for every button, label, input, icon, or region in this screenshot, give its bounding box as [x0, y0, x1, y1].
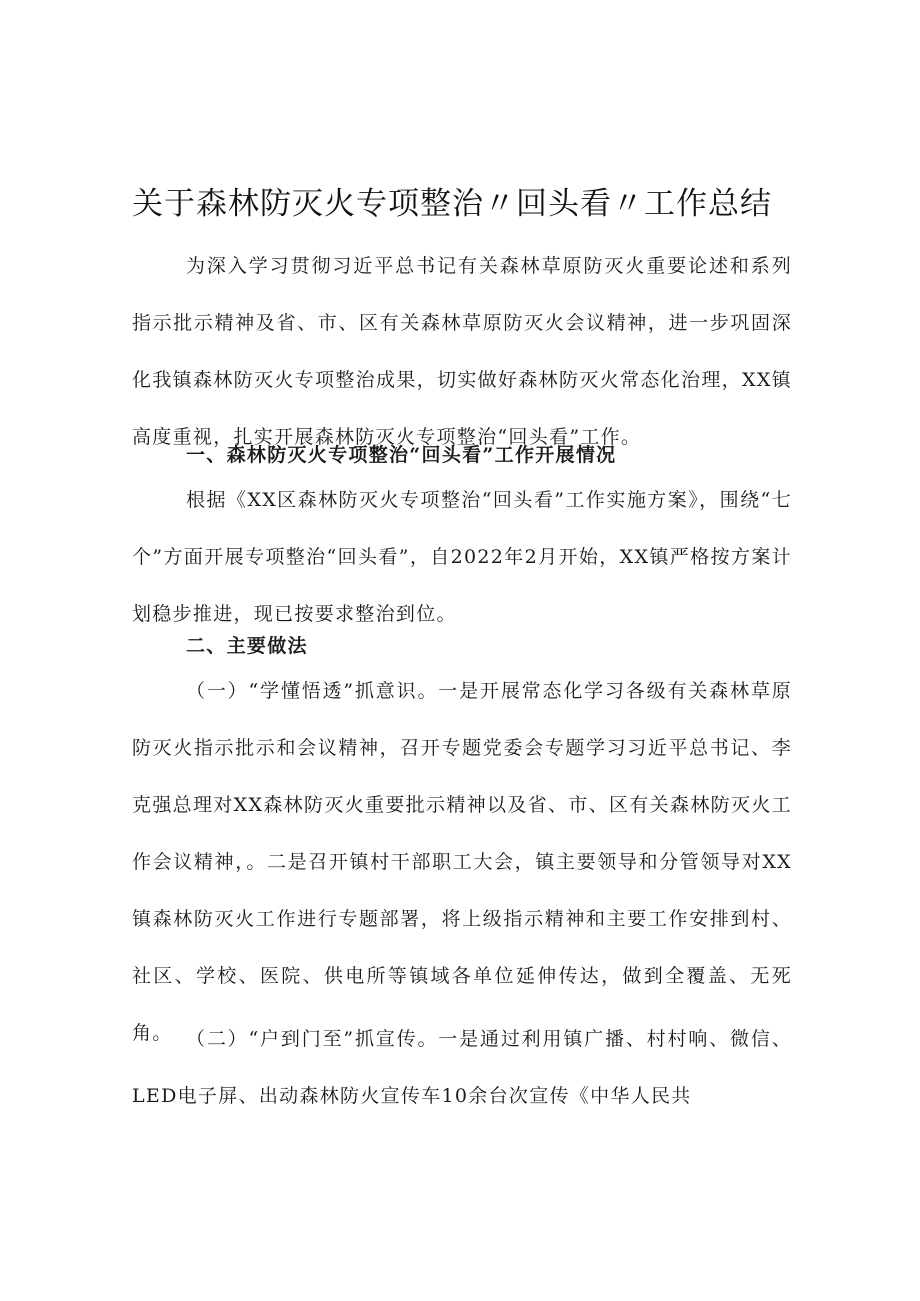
section-2-item-1: （一）“学懂悟透”抓意识。一是开展常态化学习各级有关森林草原防灭火指示批示和会议精神，召开专题党委会专题学习习近平总书记、李克强总理对XX森林防灭火重要批示精神以及省、市、区有关森林防灭火工作会议精神，。二是召开镇村干部职工大会，镇主要领导和分管领导对XX镇森林防灭火工作进行专题部署，将上级指示精神和主要工作安排到村、社区、学校、医院、供电所等镇域各单位延伸传达，做到全覆盖、无死角。: [132, 680, 792, 1044]
intro-paragraph: 为深入学习贯彻习近平总书记有关森林草原防灭火重要论述和系列指示批示精神及省、市、区有关森林草原防灭火会议精神，进一步巩固深化我镇森林防灭火专项整治成果，切实做好森林防灭火常态化治理，XX镇高度重视，扎实开展森林防灭火专项整治“回头看”工作。: [132, 255, 792, 448]
section-1-heading: 一、森林防灭火专项整治“回头看”工作开展情况: [186, 444, 617, 466]
section-2-item-2: （二）“户到门至”抓宣传。一是通过利用镇广播、村村响、微信、LED电子屏、出动森林防火宣传车10余台次宣传《中华人民共: [132, 1028, 792, 1107]
document-title: 关于森林防灭火专项整治〃回头看〃工作总结: [132, 186, 772, 222]
section-1-paragraph: 根据《XX区森林防灭火专项整治“回头看”工作实施方案》，围绕“七个”方面开展专项整治“回头看”，自2022年2月开始，XX镇严格按方案计划稳步推进，现已按要求整治到位。: [132, 489, 792, 625]
section-2-heading: 二、主要做法: [186, 635, 308, 657]
